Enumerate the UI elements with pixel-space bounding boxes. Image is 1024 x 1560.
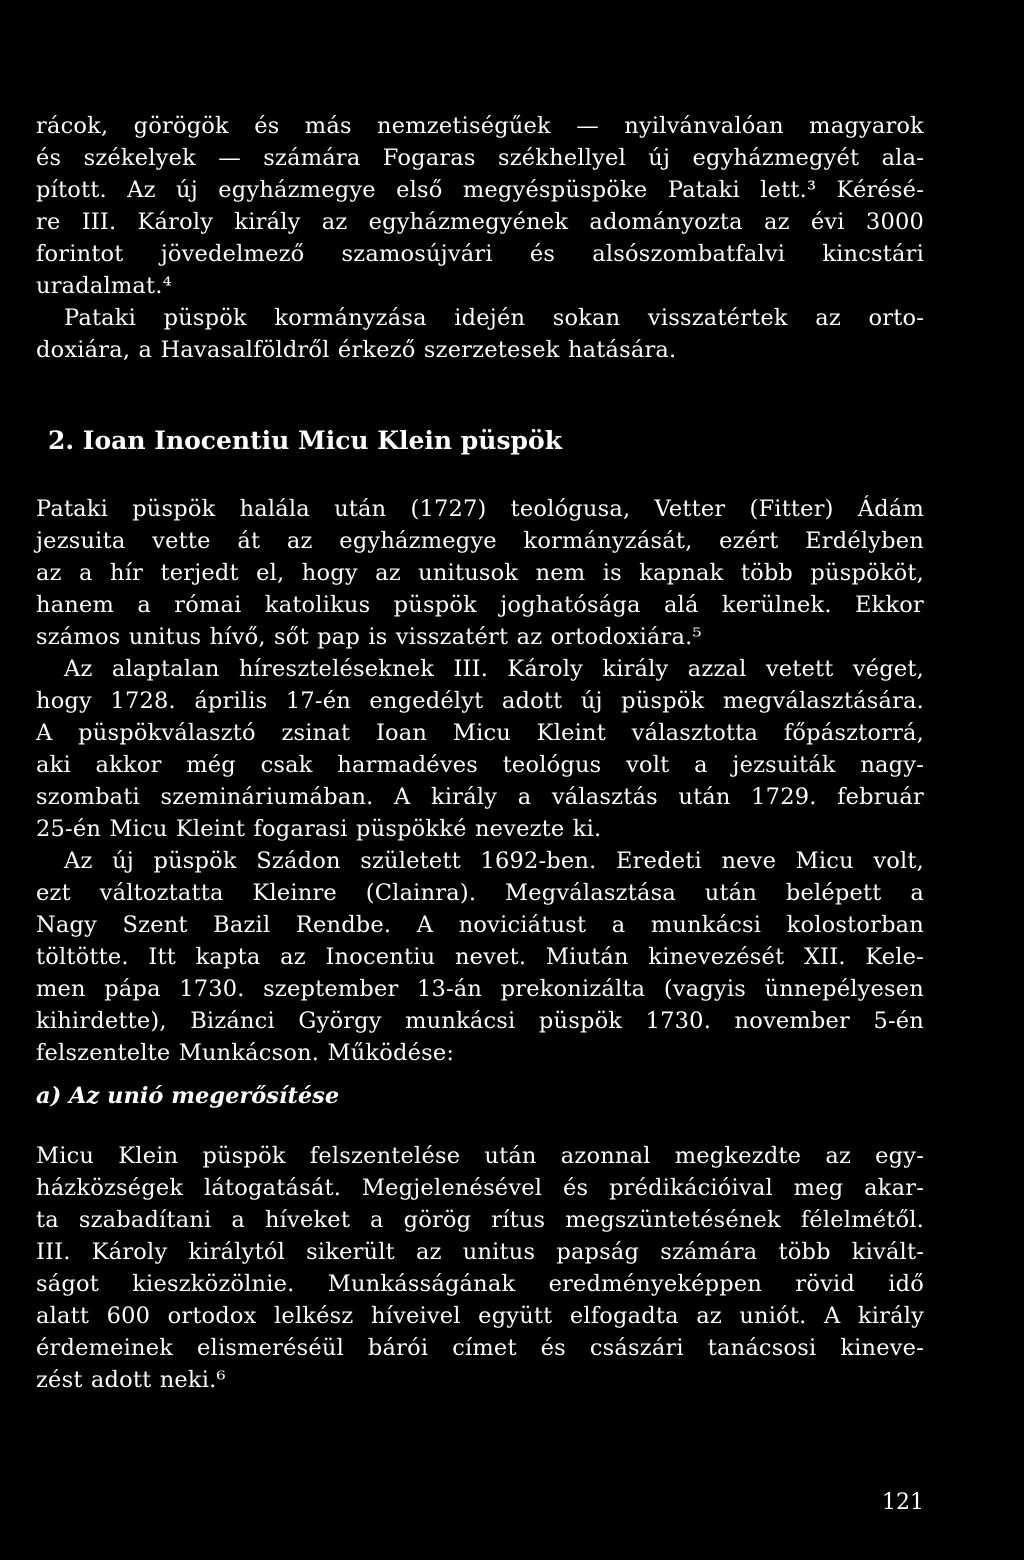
- text-line: Az alaptalan híreszteléseknek III. Károly király azzal vetett véget,: [64, 656, 924, 682]
- text-line: az a hír terjedt el, hogy az unitusok nem is kapnak több püspököt,: [36, 560, 924, 586]
- text-line: re III. Károly király az egyházmegyének adományozta az évi 3000: [36, 209, 924, 235]
- text-line: alatt 600 ortodox lelkész híveivel együtt elfogadta az uniót. A király: [36, 1303, 924, 1329]
- text-line: Az új püspök Szádon született 1692-ben. Eredeti neve Micu volt,: [64, 848, 924, 874]
- text-line: Pataki püspök halála után (1727) teológusa, Vetter (Fitter) Ádám: [36, 496, 924, 522]
- text-line: hogy 1728. április 17-én engedélyt adott új püspök megválasztására.: [36, 688, 924, 714]
- text-line: szombati szemináriumában. A király a választás után 1729. február: [36, 784, 924, 810]
- text-line: doxiára, a Havasalföldről érkező szerzetesek hatására.: [36, 337, 677, 363]
- text-line: ta szabadítani a híveket a görög rítus megszüntetésének félelmétől.: [36, 1207, 924, 1233]
- text-line: Nagy Szent Bazil Rendbe. A noviciátust a munkácsi kolostorban: [36, 912, 924, 938]
- text-line: 25-én Micu Kleint fogarasi püspökké nevezte ki.: [36, 816, 602, 842]
- text-line: uradalmat.⁴: [36, 273, 172, 299]
- text-line: Pataki püspök kormányzása idején sokan visszatértek az orto-: [64, 305, 924, 331]
- text-line: ságot kieszközölnie. Munkásságának eredményeképpen rövid idő: [36, 1271, 924, 1297]
- text-line: érdemeinek elismeréséül bárói címet és császári tanácsosi kineve-: [36, 1335, 924, 1361]
- text-line: felszentelte Munkácson. Működése:: [36, 1040, 455, 1066]
- text-line: men pápa 1730. szeptember 13-án prekonizálta (vagyis ünnepélyesen: [36, 976, 924, 1002]
- text-line: aki akkor még csak harmadéves teológus volt a jezsuiták nagy-: [36, 752, 924, 778]
- text-line: ezt változtatta Kleinre (Clainra). Megválasztása után belépett a: [36, 880, 924, 906]
- text-line: rácok, görögök és más nemzetiségűek — nyilvánvalóan magyarok: [36, 113, 924, 139]
- section-heading: 2. Ioan Inocentiu Micu Klein püspök: [48, 426, 563, 455]
- text-line: kihirdette), Bizánci György munkácsi püspök 1730. november 5-én: [36, 1008, 924, 1034]
- subsection-heading: a) Az unió megerősítése: [36, 1083, 340, 1109]
- text-line: A püspökválasztó zsinat Ioan Micu Kleint választotta főpásztorrá,: [36, 720, 924, 746]
- text-line: házközségek látogatását. Megjelenésével és prédikációival meg akar-: [36, 1175, 924, 1201]
- text-line: forintot jövedelmező szamosújvári és alsószombatfalvi kincstári: [36, 241, 924, 267]
- page-number: 121: [882, 1490, 924, 1515]
- text-line: töltötte. Itt kapta az Inocentiu nevet. Miután kinevezését XII. Kele-: [36, 944, 924, 970]
- text-line: és székelyek — számára Fogaras székhellyel új egyházmegyét ala-: [36, 145, 924, 171]
- text-line: jezsuita vette át az egyházmegye kormányzását, ezért Erdélyben: [36, 528, 924, 554]
- text-line: számos unitus hívő, sőt pap is visszatért az ortodoxiára.⁵: [36, 624, 702, 650]
- text-line: III. Károly királytól sikerült az unitus papság számára több kivált-: [36, 1239, 924, 1265]
- text-line: zést adott neki.⁶: [36, 1367, 226, 1393]
- text-line: Micu Klein püspök felszentelése után azonnal megkezdte az egy-: [36, 1143, 924, 1169]
- text-line: pított. Az új egyházmegye első megyéspüspöke Pataki lett.³ Kérésé-: [36, 177, 924, 203]
- text-line: hanem a római katolikus püspök joghatósága alá kerülnek. Ekkor: [36, 592, 924, 618]
